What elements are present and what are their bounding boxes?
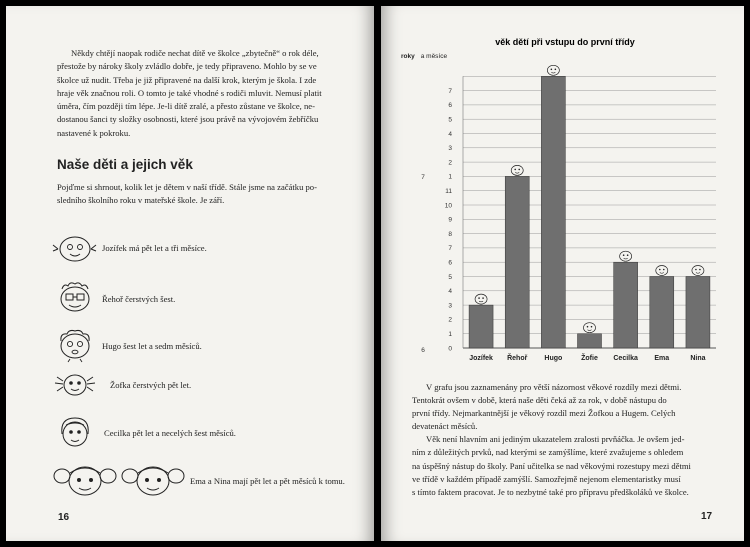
y-tick-label: 9 — [448, 216, 452, 224]
face-eye — [551, 69, 553, 71]
y-tick-label: 7 — [448, 87, 452, 95]
bar-face-icon — [692, 266, 704, 276]
y-tick-label: 2 — [448, 316, 452, 324]
face-outline — [620, 251, 632, 261]
category-label: Cecilka — [613, 355, 638, 362]
face-outline — [692, 266, 704, 276]
text-line: Věk není hlavním ani jediným ukazatelem zralosti prvňáčka. Je ovšem jed- — [426, 434, 685, 445]
tick-labels — [445, 88, 453, 352]
text-line: Pojďme si shrnout, kolik let je dětem v naší třídě. Stále jsme na začátku po- — [57, 182, 317, 192]
right-page — [381, 6, 744, 541]
kid-text-hugo: Hugo šest let a sedm měsíců. — [102, 341, 202, 351]
category-label: Ema — [654, 355, 670, 362]
text-line: Tentokrát ovšem v době, která naše děti čeká až za rok, v době nástupu do — [412, 395, 667, 406]
face-eye — [518, 169, 520, 171]
bar-ema — [650, 277, 674, 349]
y-tick-label: 0 — [448, 345, 452, 353]
kid-text-zofka: Žofka čerstvých pět let. — [110, 380, 192, 390]
y-tick-label: 6 — [448, 259, 452, 267]
summary-paragraph — [57, 181, 357, 208]
kid-ema-nina — [52, 461, 372, 499]
category-label: Hugo — [544, 355, 563, 362]
y-tick-label: 2 — [448, 159, 452, 167]
face-outline — [511, 165, 523, 175]
face-outline — [547, 65, 559, 75]
face-eye — [478, 297, 480, 299]
face-eye — [627, 254, 629, 256]
face-eye — [623, 254, 625, 256]
left-page — [6, 6, 374, 541]
bar-cecilka — [614, 262, 638, 348]
kid-hugo — [52, 329, 352, 363]
face-eye — [591, 326, 593, 328]
kid-text-cecilka: Cecilka pět let a necelých šest měsíců. — [104, 428, 236, 438]
y-tick-label: 6 — [448, 102, 452, 110]
face-eye — [699, 269, 701, 271]
bar-face-icon — [584, 323, 596, 333]
text-line: devatenáct měsíců. — [412, 421, 478, 432]
kid-text-ema-nina: Ema a Nina mají pět let a pět měsíců k tomu. — [190, 476, 345, 486]
face-outline — [656, 266, 668, 276]
body-paragraph — [412, 381, 717, 499]
face-outline — [475, 294, 487, 304]
bar-face-icon — [511, 165, 523, 175]
y-tick-label: 7 — [448, 245, 452, 253]
year-labels — [421, 174, 425, 354]
text-line: nastavené k pokroku. — [57, 127, 131, 138]
section-heading: Naše děti a jejich věk — [57, 157, 193, 172]
y-tick-label: 5 — [448, 273, 452, 281]
face-eye — [514, 169, 516, 171]
kid-text-rehor: Řehoř čerstvých šest. — [102, 294, 176, 304]
y-tick-label: 10 — [444, 202, 452, 210]
rehor-face-icon — [52, 281, 98, 315]
bar-nina — [686, 277, 710, 349]
y-tick-label: 3 — [448, 302, 452, 310]
category-labels — [469, 353, 705, 362]
category-label: Žofie — [581, 355, 598, 362]
face-eye — [663, 269, 665, 271]
age-bar-chart — [381, 6, 744, 376]
face-eye — [587, 326, 589, 328]
bar-hugo — [541, 76, 565, 348]
jozifek-face-icon — [52, 234, 98, 264]
face-eye — [659, 269, 661, 271]
y-tick-label: 1 — [448, 331, 452, 338]
text-line: s tímto faktem pracovat. Je to nezbytné také pro přípravu předškoláků ve školce. — [412, 486, 689, 497]
page-number-left: 16 — [58, 512, 70, 523]
y-tick-label: 11 — [445, 188, 452, 195]
kid-rehor — [52, 281, 352, 315]
text-line: na úspěšný nástup do školy. Paní učitelka se nad věkovými rozestupy mezi dětmi — [412, 460, 691, 471]
face-eye — [555, 69, 557, 71]
text-line: úměra, čím později tím lépe. Je-li dítě zralé, a přesto zůstane ve školce, ne- — [57, 101, 315, 112]
face-eye — [482, 297, 484, 299]
y-tick-label: 3 — [448, 145, 452, 153]
y-axis-label — [401, 45, 447, 62]
category-label: Řehoř — [507, 355, 528, 362]
bar-jozífek — [469, 305, 493, 348]
kid-zofka — [52, 372, 352, 398]
ema-nina-faces-icon — [52, 461, 188, 499]
y-axis-label-rest: a měsíce — [420, 53, 448, 60]
face-outline — [584, 323, 596, 333]
y-tick-label: 8 — [448, 230, 452, 238]
year-label: 6 — [421, 347, 425, 354]
text-line: hraje věk značnou roli. O tomto je také vhodné s rodiči mluvit. Nemusí platit — [57, 87, 322, 98]
y-tick-label: 4 — [448, 288, 452, 296]
zofka-face-icon — [52, 372, 98, 398]
bar-řehoř — [505, 176, 529, 348]
text-line: dostanou šanci ty složky osobnosti, které jsou právě na vývojovém žebříčku — [57, 114, 319, 125]
y-tick-label: 5 — [448, 116, 452, 124]
text-line: školce už nudit. Třeba je již připravené na další krok, kterým je škola. I zde — [57, 74, 317, 85]
text-line: V grafu jsou zaznamenány pro větší názornost věkové rozdíly mezi dětmi. — [426, 382, 682, 392]
bars — [469, 65, 710, 348]
face-eye — [695, 269, 697, 271]
text-line: přestože by nároky školy zvládlo dobře, je tedy připraveno. Mohlo by se ve — [57, 61, 317, 72]
text-line: sledního školního roku v mateřské škole. Je září. — [57, 195, 225, 206]
text-line: Někdy chtějí naopak rodiče nechat dítě ve školce „zbytečně“ o rok déle, — [71, 48, 319, 58]
text-line: ním z důležitých prvků, nad kterými se zamýšlíme, které zvažujeme s ohledem — [412, 447, 684, 458]
year-label: 7 — [421, 173, 425, 181]
bar-face-icon — [547, 65, 559, 75]
page-number-right: 17 — [701, 511, 713, 522]
kid-cecilka — [52, 414, 352, 450]
bar-face-icon — [475, 294, 487, 304]
bar-žofie — [578, 334, 602, 348]
chart-title: věk dětí při vstupu do první třídy — [495, 37, 635, 47]
cecilka-face-icon — [52, 414, 98, 450]
kid-jozifek — [52, 234, 352, 264]
text-line: první třídy. Nejmarkantnější je věkový rozdíl mezi Žofkou a Hugem. Celých — [412, 408, 676, 419]
bar-face-icon — [656, 266, 668, 276]
kid-text-jozifek: Jozífek má pět let a tři měsíce. — [102, 243, 207, 253]
y-axis-label-bold: roky — [401, 53, 415, 60]
intro-paragraph — [57, 47, 357, 140]
text-line: ve třídě v každém případě zamýšlí. Samozřejmě nejenom elementaristky musí — [412, 473, 681, 484]
gridlines — [463, 76, 716, 348]
y-tick-label: 4 — [448, 130, 452, 138]
hugo-face-icon — [52, 329, 98, 363]
category-label: Nina — [690, 355, 706, 362]
y-tick-label: 1 — [448, 173, 452, 181]
category-label: Jozífek — [469, 355, 493, 362]
bar-face-icon — [620, 251, 632, 261]
